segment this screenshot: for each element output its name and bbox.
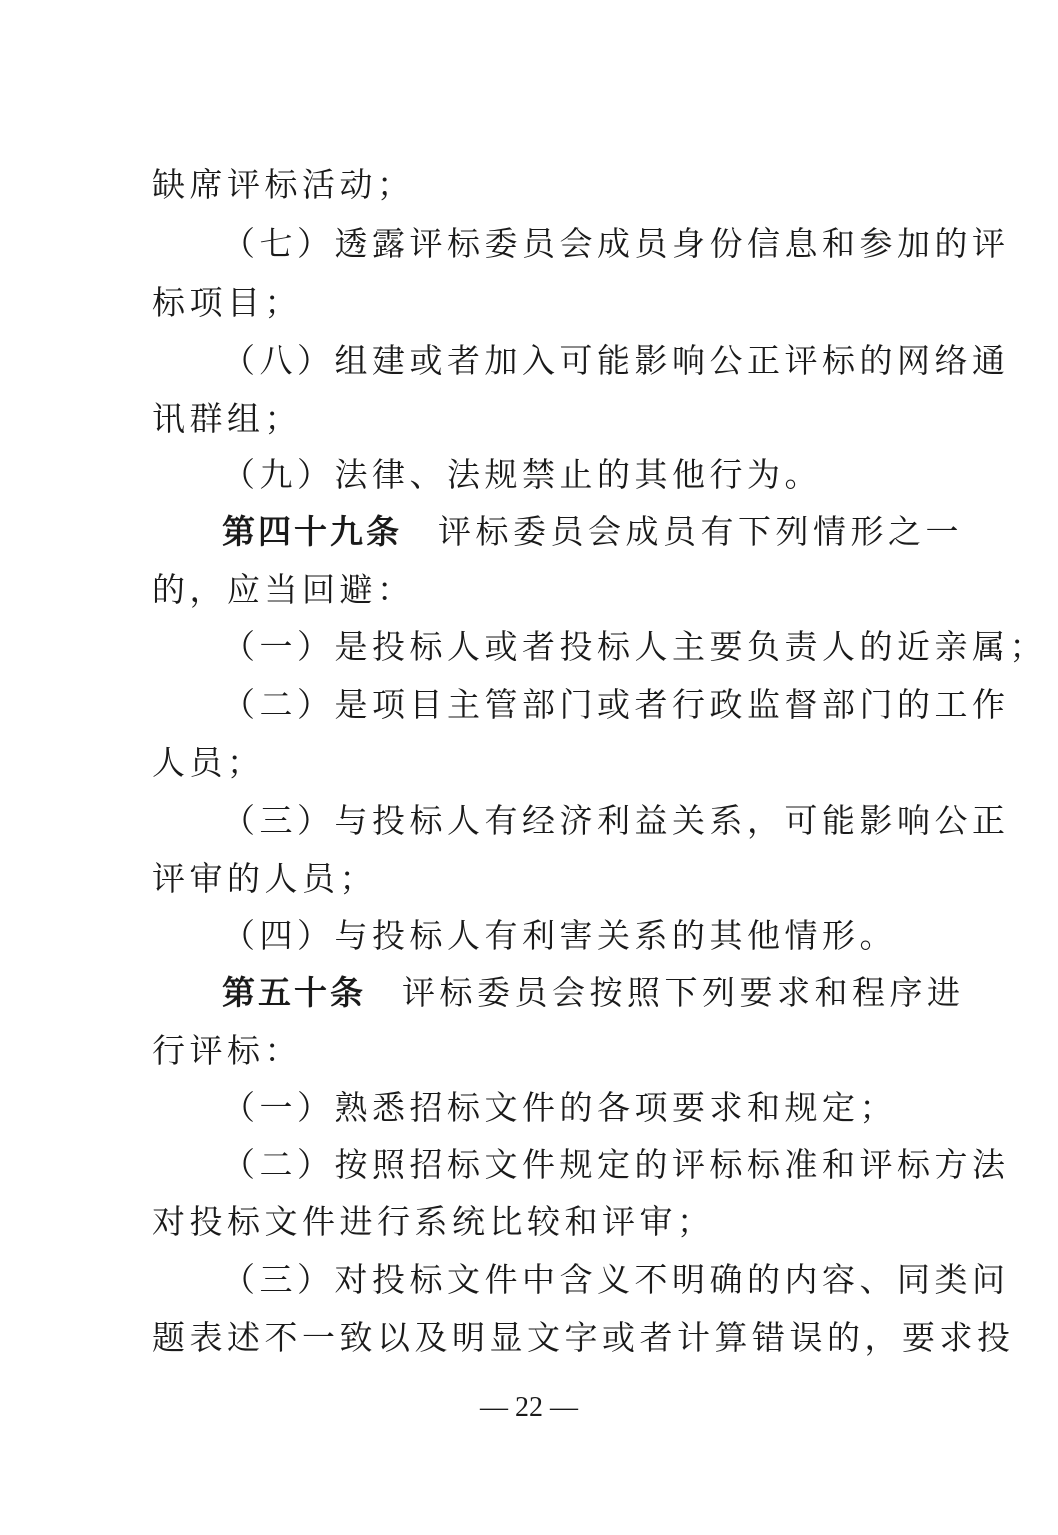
text-line: 对投标文件进行系统比较和评审； [152, 1202, 715, 1241]
text-line: 的，应当回避： [152, 570, 415, 609]
text-line: （九）法律、法规禁止的其他行为。 [222, 455, 822, 494]
text-line: （四）与投标人有利害关系的其他情形。 [222, 916, 897, 955]
page-number: — 22 — [480, 1392, 578, 1423]
text-line: （二）是项目主管部门或者行政监督部门的工作 [222, 685, 1010, 724]
article-49-heading: 第四十九条 [222, 512, 402, 551]
text-line: （三）与投标人有经济利益关系，可能影响公正 [222, 801, 1010, 840]
text-line: 讯群组； [152, 399, 302, 438]
text-line: 行评标： [152, 1031, 302, 1070]
article-49-line [222, 512, 963, 552]
article-50-line [222, 973, 965, 1013]
text-line: 题表述不一致以及明显文字或者计算错误的，要求投 [152, 1318, 1015, 1357]
article-50-text: 评标委员会按照下列要求和程序进 [402, 973, 965, 1012]
text-line: （八）组建或者加入可能影响公正评标的网络通 [222, 341, 1010, 380]
text-line: 缺席评标活动； [152, 165, 415, 204]
article-49-text: 评标委员会成员有下列情形之一 [438, 512, 963, 551]
text-line: 标项目； [152, 283, 302, 322]
article-50-heading: 第五十条 [222, 973, 366, 1012]
text-line: 评审的人员； [152, 859, 377, 898]
text-line: （一）熟悉招标文件的各项要求和规定； [222, 1088, 897, 1127]
text-line: 人员； [152, 743, 265, 782]
text-line: （二）按照招标文件规定的评标标准和评标方法 [222, 1145, 1010, 1184]
text-line: （三）对投标文件中含义不明确的内容、同类问 [222, 1260, 1010, 1299]
text-line: （七）透露评标委员会成员身份信息和参加的评 [222, 224, 1010, 263]
text-line: （一）是投标人或者投标人主要负责人的近亲属； [222, 627, 1047, 666]
